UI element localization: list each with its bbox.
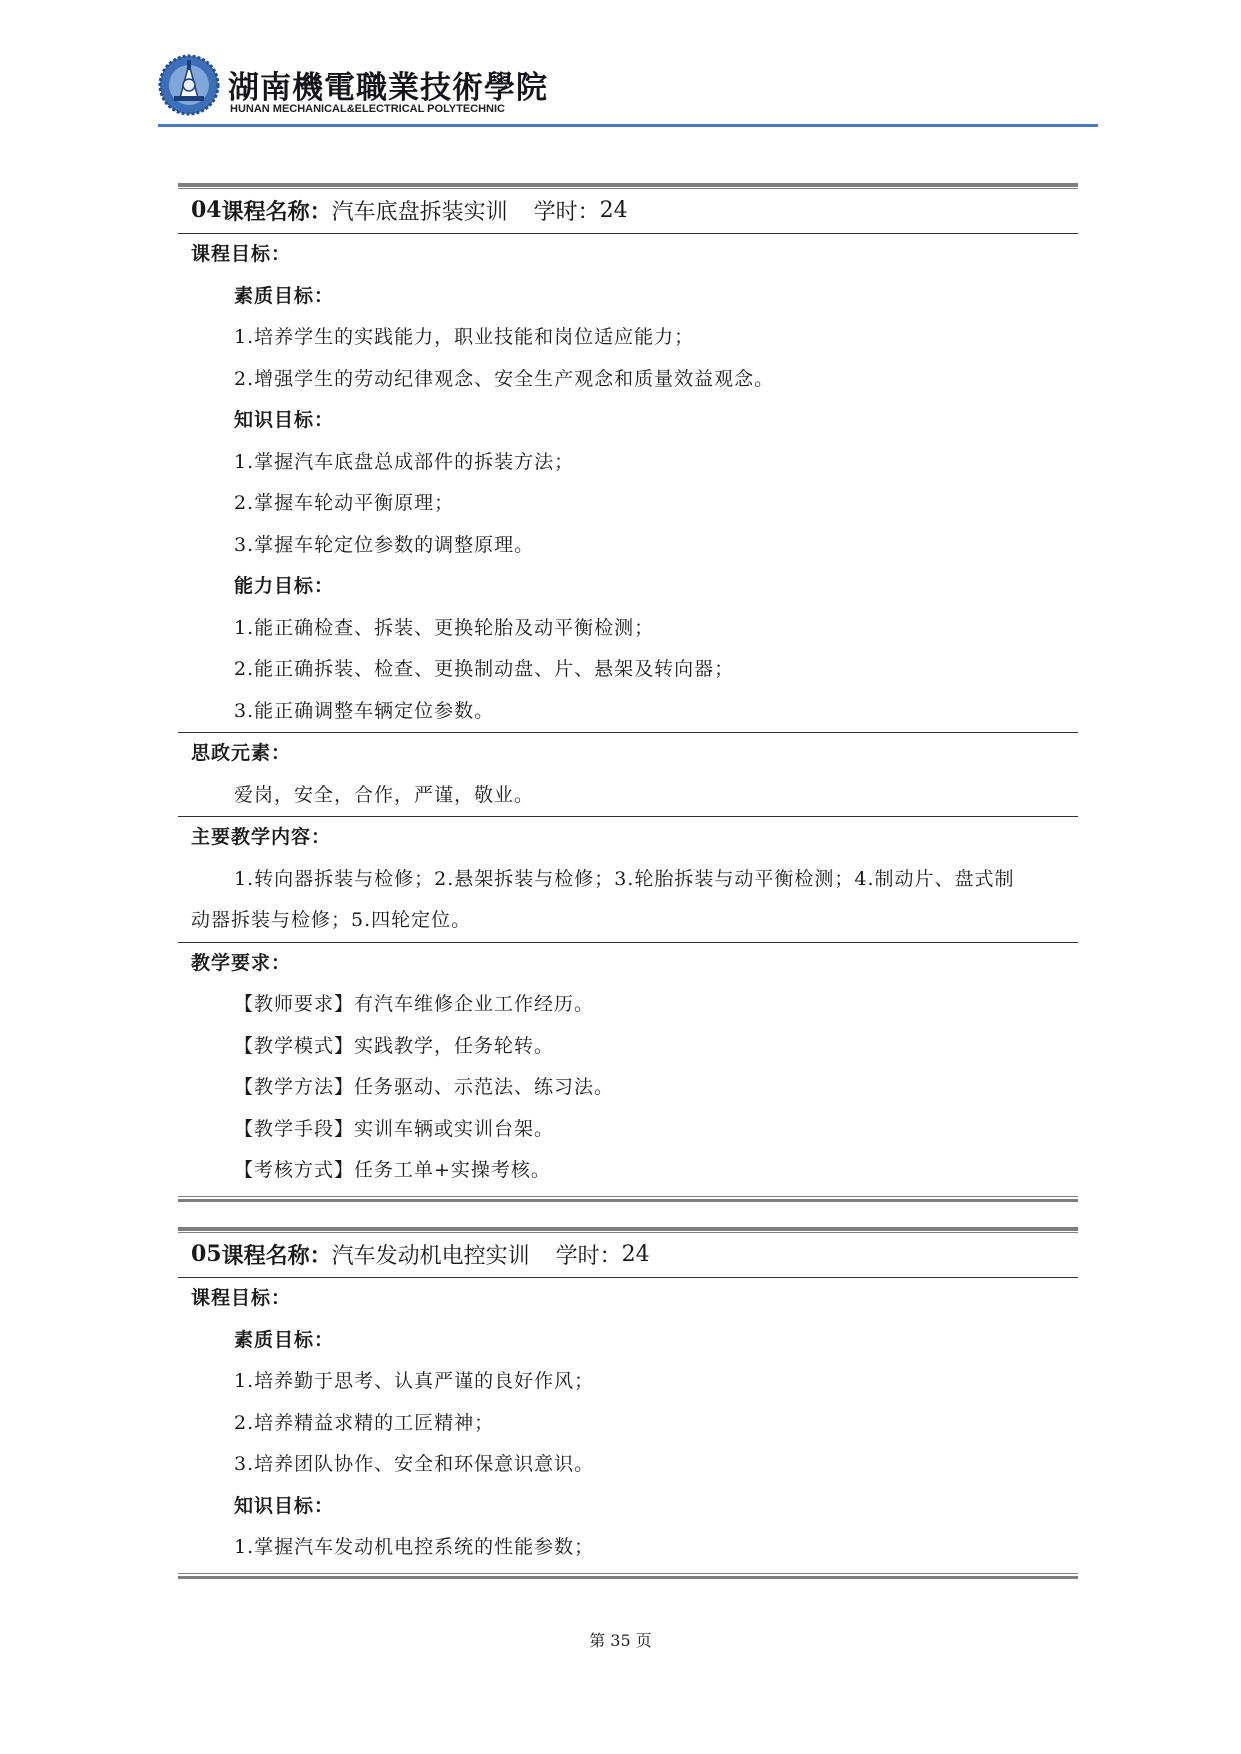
course-hours: 24 [599,197,628,223]
course-table-04 [178,183,1078,1197]
course-title-row [178,187,1078,233]
course-name: 汽车底盘拆装实训 [331,199,508,225]
list-item: 【教学方法】任务驱动、示范法、练习法。 [234,1076,615,1098]
objectives-heading: 课程目标： [191,243,292,265]
objectives-heading: 课程目标： [191,1287,292,1309]
course-name: 汽车发动机电控实训 [331,1243,530,1269]
college-emblem-icon [158,54,220,116]
school-name-english: HUNAN MECHANICAL&ELECTRICAL POLYTECHNIC [230,103,506,115]
list-item: 3.能正确调整车辆定位参数。 [234,699,495,722]
table-top-border [178,183,1078,187]
school-name-chinese: 湖南機電職業技術學院 [228,70,548,106]
list-item: 【考核方式】任务工单+实操考核。 [234,1159,551,1181]
knowledge-heading: 知识目标： [234,409,335,431]
course-name-label: 课程名称： [221,1242,332,1269]
list-item: 3.掌握车轮定位参数的调整原理。 [234,533,535,556]
knowledge-heading: 知识目标： [234,1494,335,1517]
table-bottom-border [178,1196,1078,1197]
course-hours-label: 学时： [555,1243,622,1269]
course-hours-label: 学时： [533,199,600,225]
list-item: 2.能正确拆装、检查、更换制动盘、片、悬架及转向器； [234,658,735,680]
ideology-text: 爱岗，安全，合作，严谨，敬业。 [234,783,535,806]
ability-heading: 能力目标： [234,575,335,597]
list-item: 3.培养团队协作、安全和环保意识意识。 [234,1453,595,1475]
list-item: 2.增强学生的劳动纪律观念、安全生产观念和质量效益观念。 [234,367,775,390]
list-item: 【教学模式】实践教学，任务轮转。 [234,1034,555,1057]
list-item: 1.掌握汽车底盘总成部件的拆装方法； [234,450,575,473]
table-bottom-border [178,1573,1078,1574]
quality-heading: 素质目标： [234,1328,335,1351]
course-number: 05 [191,1241,222,1267]
list-item: 1.能正确检查、拆装、更换轮胎及动平衡检测； [234,616,655,639]
list-item: 1.培养勤于思考、认真严谨的良好作风； [234,1370,595,1392]
content-text: 动器拆装与检修；5.四轮定位。 [191,909,472,931]
list-item: 【教师要求】有汽车维修企业工作经历。 [234,993,595,1015]
content-text: 1.转向器拆装与检修；2.悬架拆装与检修；3.轮胎拆装与动平衡检测；4.制动片、盘式制 [234,867,1015,890]
page-header [158,50,1098,128]
course-number: 04 [191,197,222,223]
list-item: 1.培养学生的实践能力，职业技能和岗位适应能力； [234,326,695,348]
course-table-05 [178,1227,1078,1574]
course-name-label: 课程名称： [221,198,332,225]
course-title-row [178,1231,1078,1277]
requirements-heading: 教学要求： [191,951,292,974]
list-item: 【教学手段】实训车辆或实训台架。 [234,1117,555,1140]
header-rule [158,124,1098,127]
content-heading: 主要教学内容： [191,826,332,848]
list-item: 2.培养精益求精的工匠精神； [234,1411,495,1434]
course-hours: 24 [621,1241,650,1267]
list-item: 2.掌握车轮动平衡原理； [234,492,455,514]
table-top-border [178,1227,1078,1231]
ideology-heading: 思政元素： [191,742,292,764]
quality-heading: 素质目标： [234,284,335,307]
list-item: 1.掌握汽车发动机电控系统的性能参数； [234,1536,595,1558]
page-number: 第 35 页 [589,1631,652,1650]
